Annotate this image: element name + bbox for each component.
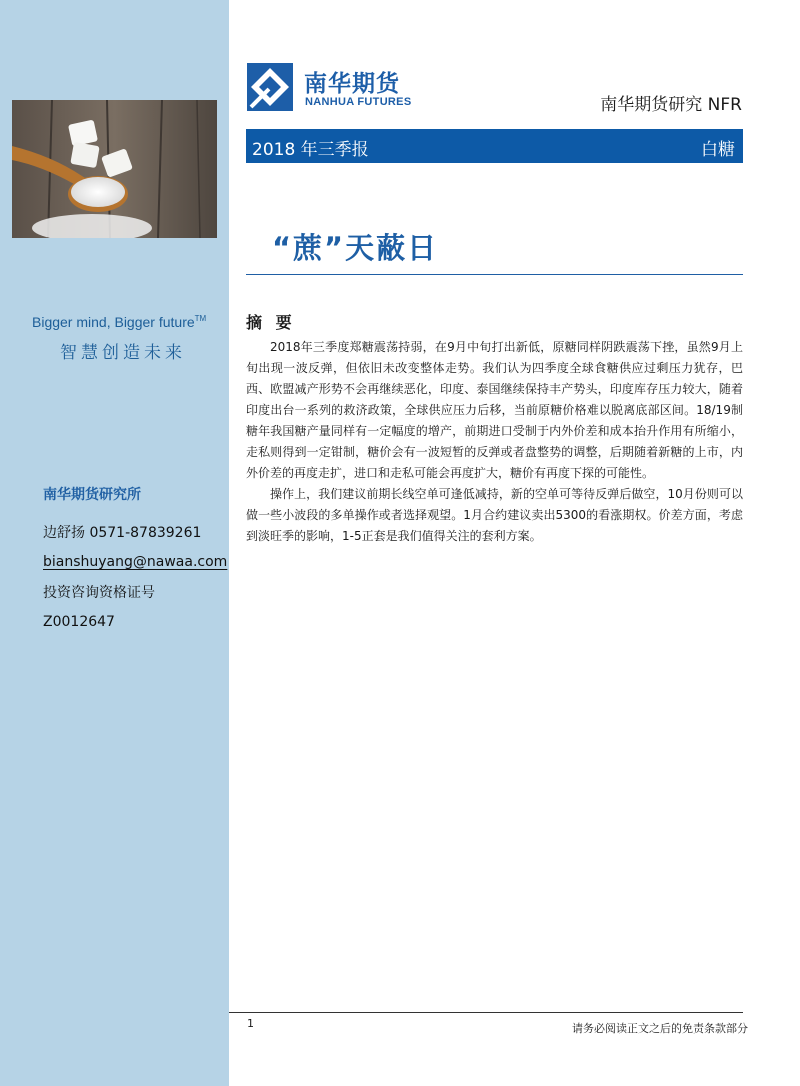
sugar-spoon-photo [12, 100, 217, 238]
trademark-mark: TM [194, 314, 207, 323]
report-category: 白糖 [701, 140, 735, 160]
report-period: 2018 年三季报 [252, 140, 369, 160]
report-type-bar [246, 129, 743, 163]
title-divider [246, 274, 743, 275]
summary-body [246, 337, 743, 547]
footer-divider [229, 1012, 743, 1013]
logo-name-en: NANHUA FUTURES [305, 96, 412, 108]
summary-paragraph: 2018年三季度郑糖震荡持弱，在9月中旬打出新低，原糖同样阴跌震荡下挫，虽然9月上旬出现一波反弹，但依旧未改变整体走势。我们认为四季度全球食糖供应过剩压力犹存，巴西、欧盟减产形势不会再继续恶化，印度、泰国继续保持丰产势头，印度库存压力较大，随着印度出台一系列的救济政策，全球供应压力后移，当前原糖价格难以脱离底部区间。18/19制糖年我国糖产量同样有一定幅度的增产，前期进口受制于内外价差和成本抬升作用有所缩小，走私则得到一定钳制，糖价会有一波短暂的反弹或者盘整势的调整，后期随着新糖的上市，内外价差的再度走扩，进口和走私可能会再度扩大，糖价有再度下探的可能性。 [246, 340, 743, 480]
slogan-en: Bigger mind, Bigger future™ [32, 314, 207, 330]
sidebar [0, 0, 229, 1086]
research-brand-label: 南华期货研究 NFR [600, 95, 742, 115]
page-number: 1 [247, 1017, 254, 1030]
analyst-phone: 边舒扬 0571-87839261 [43, 525, 202, 541]
disclaimer-note: 请务必阅读正文之后的免责条款部分 [572, 1022, 748, 1035]
summary-paragraph: 操作上，我们建议前期长线空单可逢低减持，新的空单可等待反弹后做空，10月份则可以做一些小波段的多单操作或者选择观望。1月合约建议卖出5300的看涨期权。价差方面，考虑到淡旺季的影响，1-5正套是我们值得关注的套利方案。 [246, 487, 743, 543]
nanhua-logo-icon [247, 63, 293, 111]
summary-heading: 摘 要 [246, 313, 296, 332]
slogan-cn: 智慧创造未来 [60, 343, 186, 363]
certificate-number: Z0012647 [43, 614, 115, 630]
research-institute-name: 南华期货研究所 [43, 487, 141, 503]
analyst-email-link[interactable]: bianshuyang@nawaa.com [43, 554, 228, 570]
company-logo [247, 63, 487, 113]
analyst-contact [43, 484, 228, 642]
report-title: “蔗”天蔽日 [272, 231, 439, 265]
logo-name-cn: 南华期货 [304, 71, 400, 97]
certificate-label: 投资咨询资格证号 [43, 585, 155, 601]
